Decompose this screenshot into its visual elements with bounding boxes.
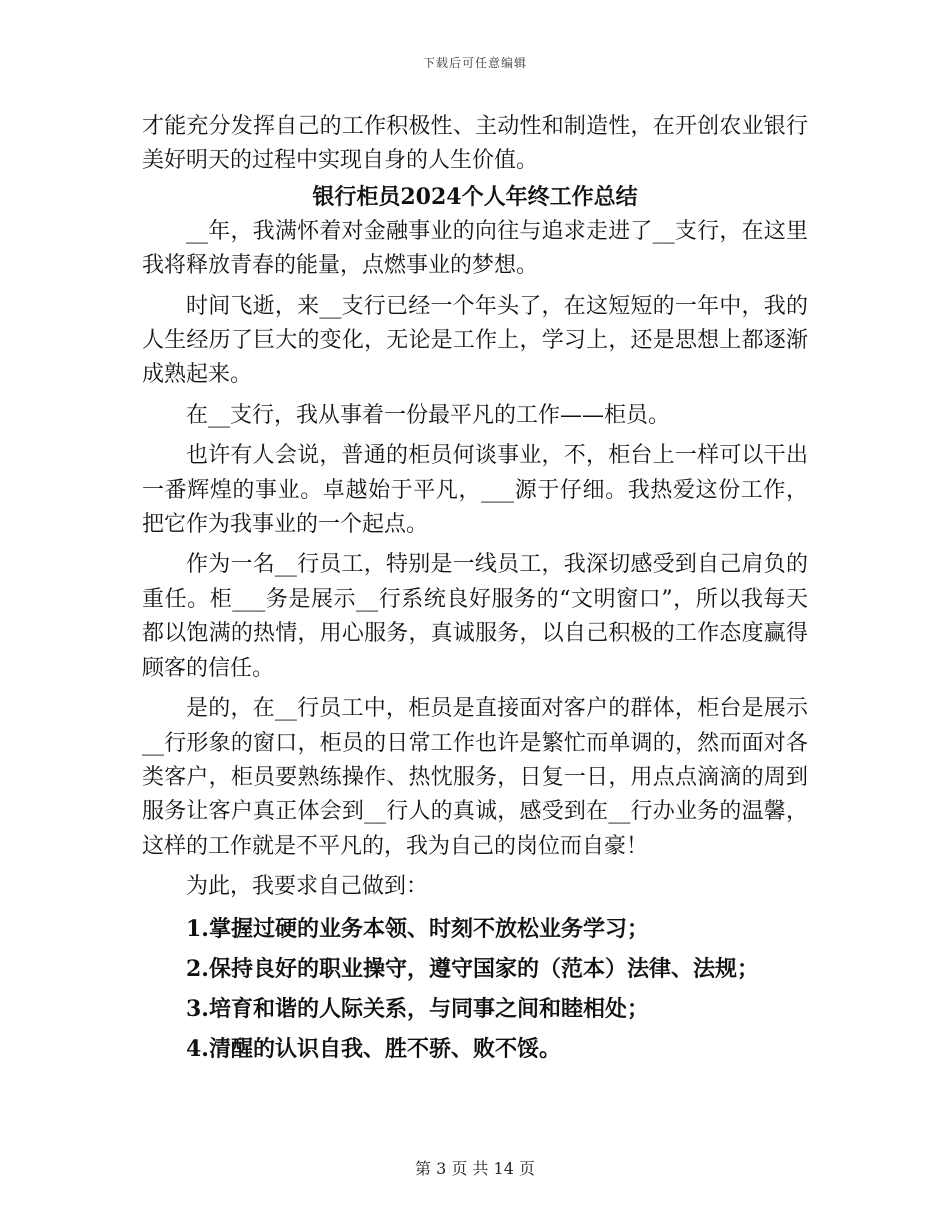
document-body: [142, 110, 808, 1069]
intro-tail-paragraph: 才能充分发挥自己的工作积极性、主动性和制造性，在开创农业银行美好明天的过程中实现自身的人生价值。: [142, 114, 808, 174]
paragraph-5: 作为一名__行员工，特别是一线员工，我深切感受到自己肩负的重任。柜___务是展示__行系统良好服务的“文明窗口”，所以我每天都以饱满的热情，用心服务，真诚服务，以自己积极的工作态度赢得顾客的信任。: [142, 552, 808, 681]
list-item: 3.培育和谐的人际关系，与同事之间和睦相处；: [186, 995, 649, 1022]
list-item: 4.清醒的认识自我、胜不骄、败不馁。: [186, 1035, 561, 1062]
paragraph-6: 是的，在__行员工中，柜员是直接面对客户的群体，柜台是展示__行形象的窗口，柜员的日常工作也许是繁忙而单调的，然而面对各类客户，柜员要熟练操作、热忱服务，日复一日，用点点滴滴的周到服务让客户真正体会到__行人的真诚，感受到在__行办业务的温馨，这样的工作就是不平凡的，我为自己的岗位而自豪！: [142, 696, 808, 859]
page-footer: 第 3 页 共 14 页: [415, 1159, 535, 1178]
paragraph-3: 在__支行，我从事着一份最平凡的工作——柜员。: [186, 402, 671, 428]
paragraph-2: 时间飞逝，来__支行已经一个年头了，在这短短的一年中，我的人生经历了巨大的变化，无论是工作上，学习上，还是思想上都逐渐成熟起来。: [142, 293, 808, 388]
section-title: 银行柜员2024个人年终工作总结: [312, 183, 638, 210]
paragraph-4: 也许有人会说，普通的柜员何谈事业，不，柜台上一样可以干出一番辉煌的事业。卓越始于平凡，___源于仔细。我热爱这份工作，把它作为我事业的一个起点。: [142, 443, 808, 538]
paragraph-1: __年，我满怀着对金融事业的向往与追求走进了__支行，在这里我将释放青春的能量，点燃事业的梦想。: [142, 218, 808, 279]
list-item: 1.掌握过硬的业务本领、时刻不放松业务学习；: [186, 915, 649, 942]
header-note: 下载后可任意编辑: [422, 56, 527, 70]
paragraph-7: 为此，我要求自己做到：: [186, 874, 429, 900]
list-item: 2.保持良好的职业操守，遵守国家的（范本）法律、法规；: [186, 955, 759, 982]
